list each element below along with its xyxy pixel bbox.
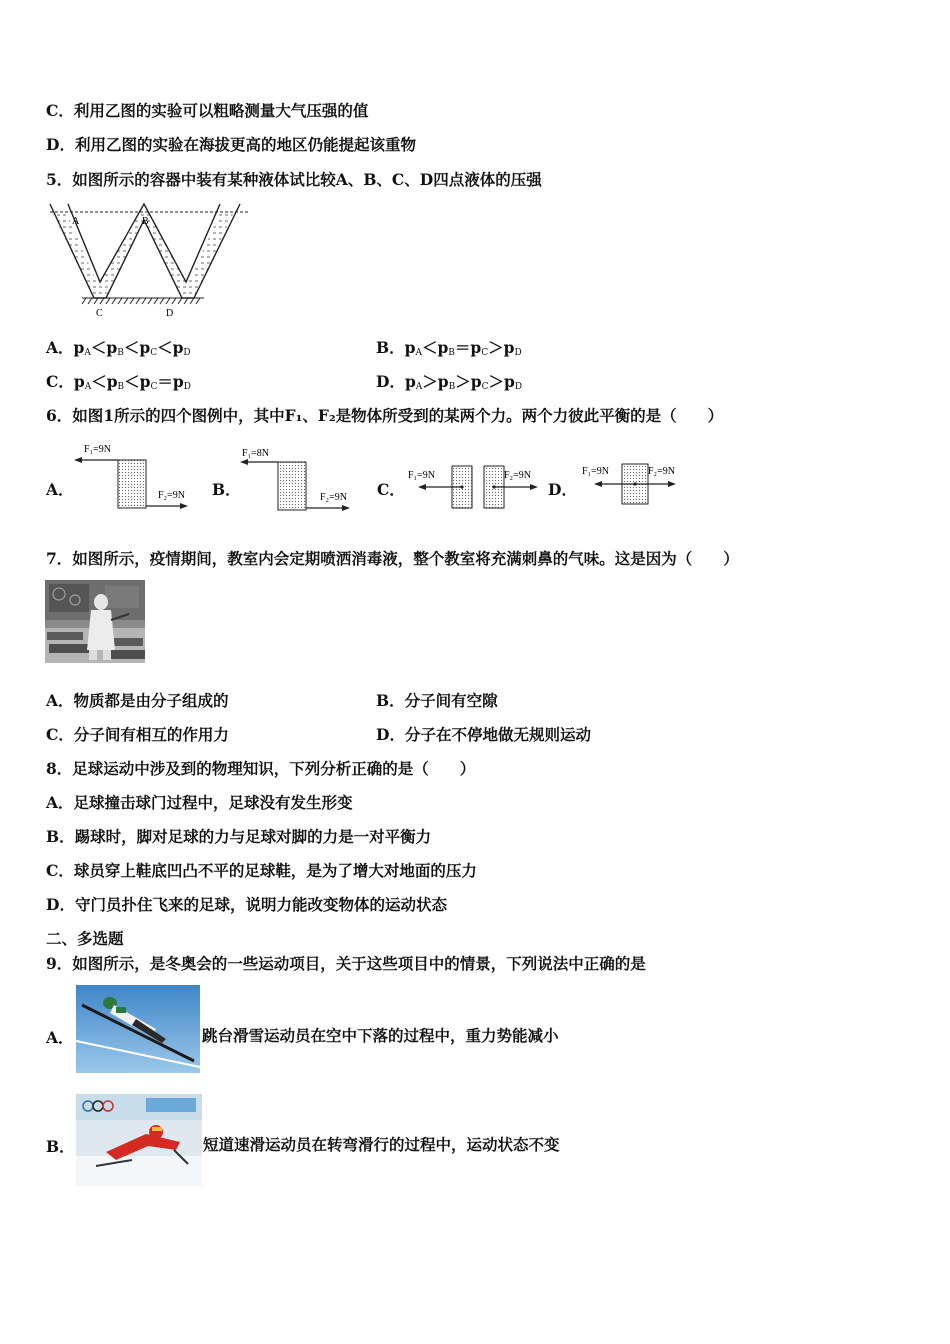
q8-option-a: A．足球撞击球门过程中，足球没有发生形变 (46, 793, 353, 812)
q5-stem: 5．如图所示的容器中装有某种液体试比较A、B、C、D四点液体的压强 (46, 170, 542, 189)
q6-label-a: A． (46, 480, 74, 499)
svg-text:F₂=9N: F₂=9N (158, 490, 185, 501)
q8-stem: 8．足球运动中涉及到的物理知识，下列分析正确的是（ ） (46, 759, 476, 778)
svg-text:F₂=9N: F₂=9N (504, 470, 531, 481)
svg-text:F₁=9N: F₁=9N (408, 470, 435, 481)
q5-option-a: A．$p_A<p_B<p_C<p_D$ (46, 338, 191, 358)
q9-option-b-text: 短道速滑运动员在转弯滑行的过程中，运动状态不变 (203, 1135, 560, 1154)
svg-text:F₂=9N: F₂=9N (648, 466, 675, 477)
q5-option-b: B．$p_A<p_B=p_C>p_D$ (376, 338, 522, 358)
q6-diagram-a (70, 438, 200, 516)
q7-option-d: D．分子在不停地做无规则运动 (376, 725, 591, 744)
container-figure (44, 200, 254, 322)
q8-option-b: B．踢球时，脚对足球的力与足球对脚的力是一对平衡力 (46, 827, 432, 846)
q6-diagram-c (404, 458, 548, 514)
classroom-disinfection-photo (45, 580, 145, 663)
q8-option-c: C．球员穿上鞋底凹凸不平的足球鞋，是为了增大对地面的压力 (46, 861, 477, 880)
point-d-label: D (166, 308, 174, 319)
q4-option-c: C．利用乙图的实验可以粗略测量大气压强的值 (46, 101, 369, 120)
point-a-label: A (72, 216, 80, 227)
q9-label-b: B． (46, 1137, 75, 1156)
q5-option-c: C．$p_A<p_B<p_C=p_D$ (46, 372, 191, 392)
q9-option-a-text: 跳台滑雪运动员在空中下落的过程中，重力势能减小 (202, 1026, 559, 1045)
q6-diagram-b (234, 446, 364, 518)
q6-diagram-d (578, 456, 688, 516)
q5-option-d: D．$p_A>p_B>p_C>p_D$ (376, 372, 523, 392)
q6-label-d: D． (548, 480, 577, 499)
point-c-label: C (96, 308, 103, 319)
svg-text:F₁=9N: F₁=9N (84, 444, 111, 455)
speed-skating-photo (76, 1094, 202, 1186)
section-heading-multi-choice: 二、多选题 (46, 929, 124, 948)
q7-option-b: B．分子间有空隙 (376, 691, 498, 710)
q9-stem: 9．如图所示，是冬奥会的一些运动项目，关于这些项目中的情景，下列说法中正确的是 (46, 954, 646, 973)
q9-label-a: A． (46, 1028, 74, 1047)
q8-option-d: D．守门员扑住飞来的足球，说明力能改变物体的运动状态 (46, 895, 447, 914)
q4-option-d: D．利用乙图的实验在海拔更高的地区仍能提起该重物 (46, 135, 416, 154)
q6-label-c: C． (377, 480, 405, 499)
svg-text:F₁=9N: F₁=9N (582, 466, 609, 477)
q7-option-c: C．分子间有相互的作用力 (46, 725, 229, 744)
q7-option-a: A．物质都是由分子组成的 (46, 691, 229, 710)
q6-label-b: B． (212, 480, 241, 499)
ski-jumping-photo (76, 985, 200, 1073)
q7-stem: 7．如图所示，疫情期间，教室内会定期喷洒消毒液，整个教室将充满刺鼻的气味。这是因为（ ） (46, 549, 739, 568)
svg-text:F₁=8N: F₁=8N (242, 448, 269, 459)
point-b-label: B (142, 216, 149, 227)
svg-text:F₂=9N: F₂=9N (320, 492, 347, 503)
q6-stem: 6．如图1所示的四个图例中，其中F₁、F₂是物体所受到的某两个力。两个力彼此平衡的是（ ） (46, 406, 724, 425)
